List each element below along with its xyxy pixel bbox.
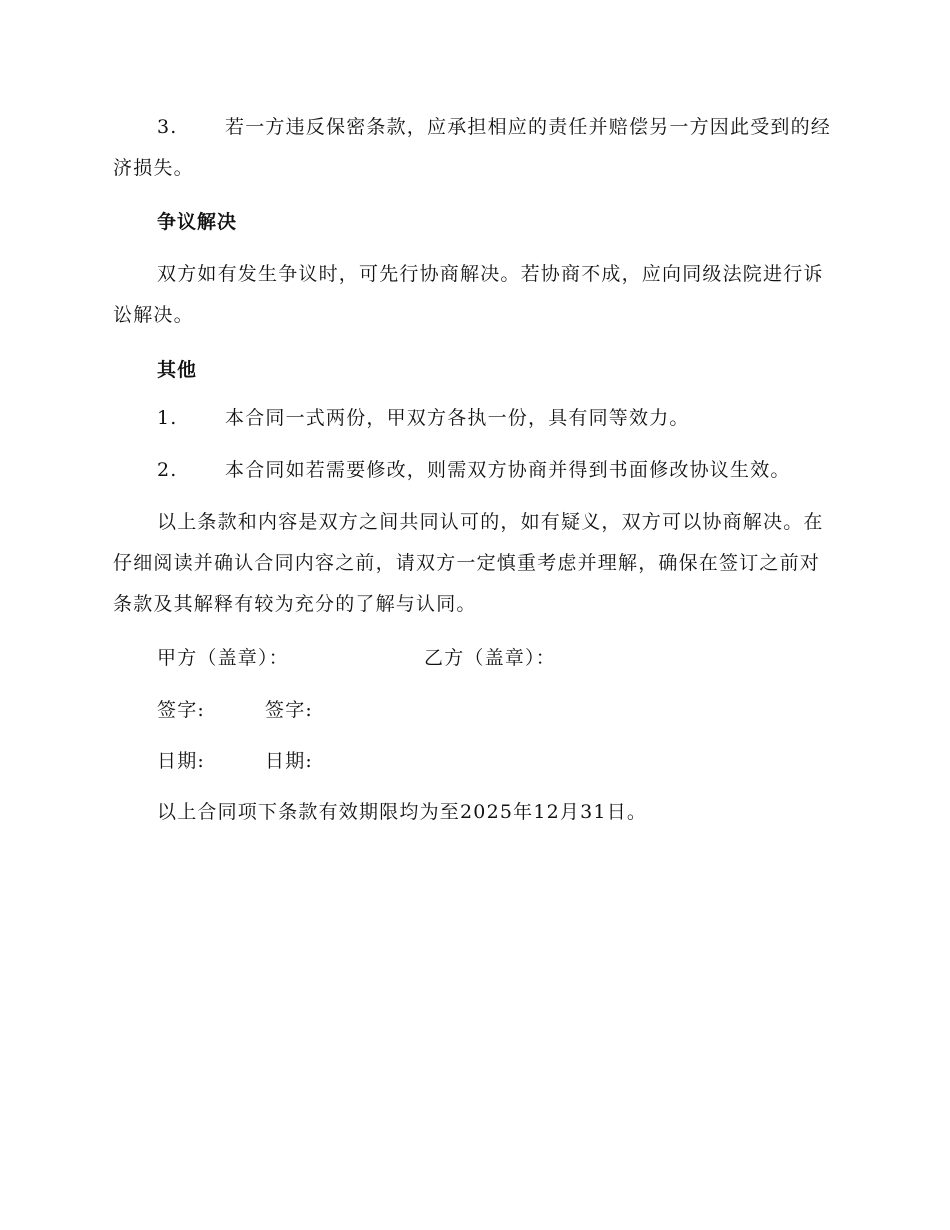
item-text: 本合同如若需要修改，则需双方协商并得到书面修改协议生效。 (225, 459, 791, 481)
other-item-2 (113, 450, 833, 491)
section-heading-dispute: 争议解决 (157, 211, 238, 233)
party-b-date-label: 日期: (265, 750, 314, 772)
item-number: 2. (157, 459, 178, 481)
validity-text: 以上合同项下条款有效期限均为至2025年12月31日。 (157, 801, 648, 823)
party-b-signature-label: 签字: (265, 699, 314, 721)
clause-number: 3. (157, 116, 178, 138)
item-number: 1. (157, 407, 178, 429)
party-b-seal-label: 乙方（盖章）： (424, 647, 556, 669)
closing-paragraph: 以上条款和内容是双方之间共同认可的，如有疑义，双方可以协商解决。在仔细阅读并确认合同内容之前，请双方一定慎重考虑并理解，确保在签订之前对条款及其解释有较为充分的了解与认同。 (113, 511, 824, 615)
section-heading-other: 其他 (157, 359, 198, 381)
dispute-paragraph: 双方如有发生争议时，可先行协商解决。若协商不成，应向同级法院进行诉讼解决。 (113, 263, 824, 326)
party-a-seal-label: 甲方（盖章）： (157, 647, 289, 669)
other-item-1 (113, 398, 833, 439)
party-a-date-label: 日期: (157, 750, 206, 772)
clause-3 (113, 107, 833, 189)
party-a-signature-label: 签字: (157, 699, 206, 721)
item-text: 本合同一式两份，甲双方各执一份，具有同等效力。 (225, 407, 690, 429)
clause-text: 若一方违反保密条款，应承担相应的责任并赔偿另一方因此受到的经济损失。 (113, 116, 832, 179)
